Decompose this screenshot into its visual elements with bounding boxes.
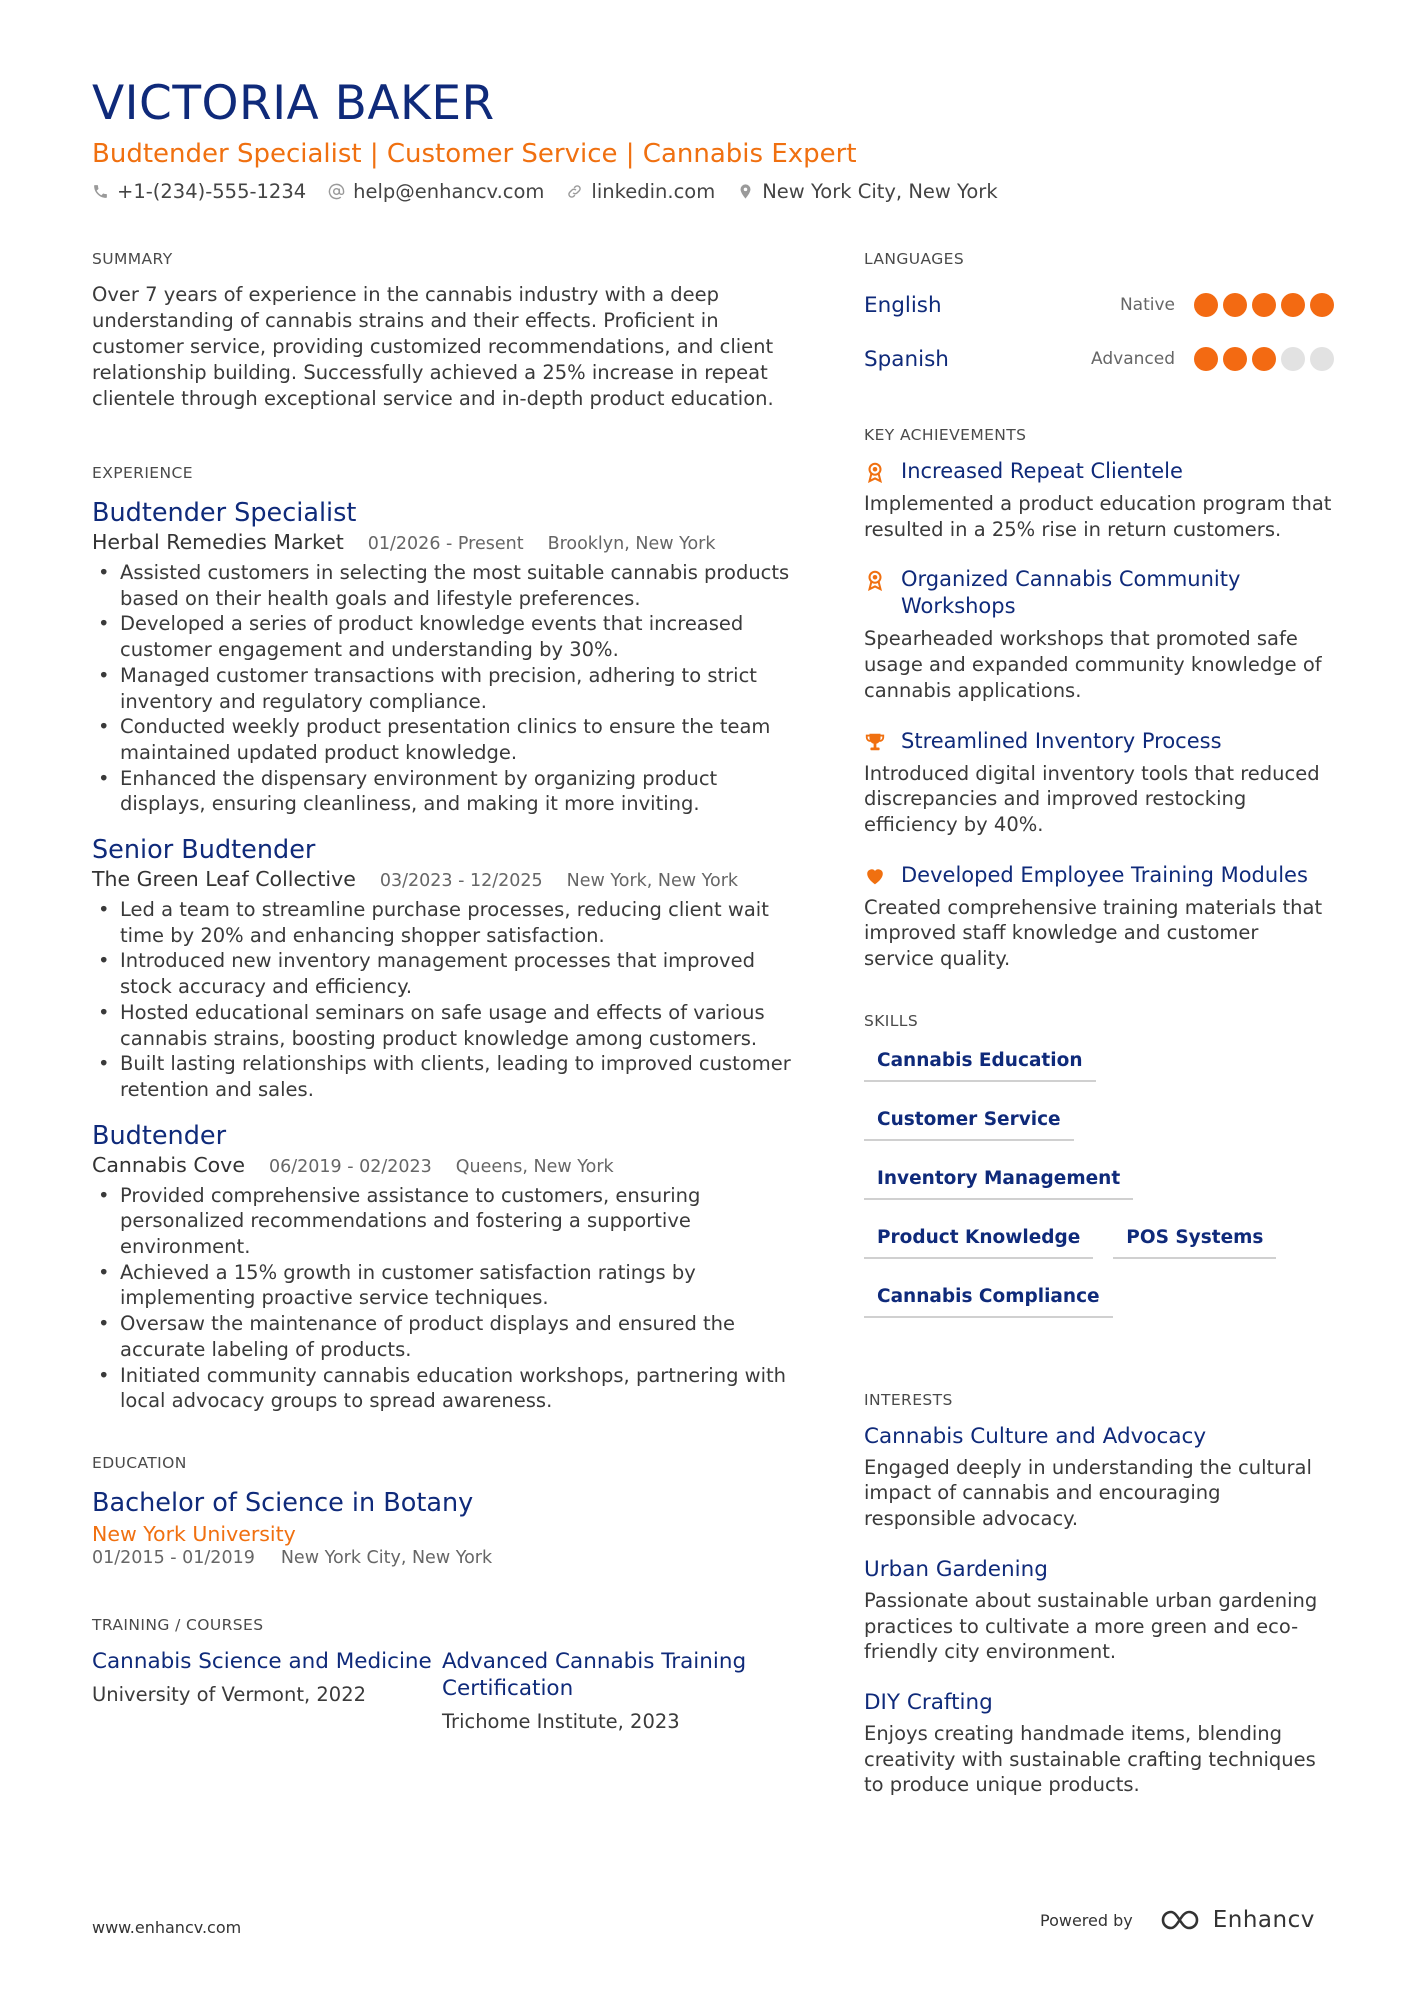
- award-ribbon-icon: [864, 461, 886, 483]
- job-company: Herbal Remedies Market: [92, 530, 344, 554]
- link-icon: [566, 183, 583, 200]
- skill-tag: Customer Service: [864, 1103, 1074, 1141]
- rating-dot-filled: [1223, 293, 1247, 317]
- phone-icon: [92, 183, 109, 200]
- achievement-desc: Created comprehensive training materials that improved staff knowledge and customer service quality.: [864, 895, 1323, 971]
- job-bullet: • Developed a series of product knowledge events that increased customer engagement and understanding by 30%.: [92, 611, 792, 662]
- rating-dot-filled: [1310, 293, 1334, 317]
- experience-section: [92, 464, 792, 1414]
- summary-text: Over 7 years of experience in the cannabis industry with a deep understanding of cannabis strains and their effects. Proficient in customer service, providing customized recommendations, and client relationship building. Successfully achieved a 25% increase in repeat clientele through exceptional service and in-depth product education.: [92, 283, 774, 410]
- job-bullet: • Initiated community cannabis education workshops, partnering with local advocacy groups to spread awareness.: [92, 1363, 792, 1414]
- course-list: [92, 1648, 792, 1733]
- achievement-head: [864, 862, 1334, 889]
- achievement-head: [864, 566, 1334, 620]
- job-dates: 06/2019 - 02/2023: [268, 1156, 432, 1177]
- course-title: Cannabis Science and Medicine: [92, 1648, 432, 1674]
- course-item: [92, 1648, 442, 1733]
- interest-item: [864, 1689, 1334, 1798]
- achievement-desc: Introduced digital inventory tools that reduced discrepancies and improved restocking efficiency by 40%.: [864, 761, 1320, 836]
- trophy-icon: [864, 731, 886, 753]
- achievements-section: [864, 426, 1334, 972]
- section-title-education: EDUCATION: [92, 1453, 187, 1472]
- achievement-head: [864, 458, 1334, 485]
- edu-dates: 01/2015 - 01/2019: [92, 1547, 255, 1568]
- section-title-achievements: KEY ACHIEVEMENTS: [864, 426, 1027, 444]
- powered-by-label: Powered by: [1040, 1910, 1133, 1930]
- linkedin-text: linkedin.com: [591, 180, 716, 203]
- phone-text: +1-(234)-555-1234: [117, 180, 307, 203]
- course-institution: Trichome Institute, 2023: [442, 1709, 680, 1733]
- contact-linkedin[interactable]: [566, 180, 715, 203]
- edu-meta: [92, 1548, 792, 1568]
- job-bullets: [92, 1183, 792, 1414]
- job-entry: [92, 833, 792, 1103]
- job-bullet: • Achieved a 15% growth in customer satisfaction ratings by implementing proactive service techniques.: [92, 1260, 792, 1311]
- job-bullet: • Oversaw the maintenance of product displays and ensured the accurate labeling of products.: [92, 1311, 792, 1362]
- training-section: [92, 1616, 792, 1733]
- email-text: help@enhancv.com: [353, 180, 545, 203]
- achievement-item: [864, 728, 1334, 838]
- language-row: [864, 278, 1334, 332]
- job-bullet: • Built lasting relationships with clients, leading to improved customer retention and sales.: [92, 1051, 792, 1102]
- interest-title: DIY Crafting: [864, 1689, 993, 1715]
- job-entry: [92, 496, 792, 817]
- heart-icon: [864, 865, 886, 887]
- contact-location: [737, 180, 997, 203]
- job-bullet: • Assisted customers in selecting the most suitable cannabis products based on their health goals and lifestyle preferences.: [92, 560, 792, 611]
- job-title: Budtender Specialist: [92, 498, 357, 528]
- rating-dot-filled: [1252, 293, 1276, 317]
- job-bullet: • Managed customer transactions with precision, adhering to strict inventory and regulatory compliance.: [92, 663, 792, 714]
- summary-section: [92, 250, 792, 412]
- job-title: Budtender: [92, 1120, 227, 1151]
- interest-title: Urban Gardening: [864, 1556, 1048, 1582]
- course-institution: University of Vermont, 2022: [92, 1682, 367, 1706]
- skill-tag: Inventory Management: [864, 1162, 1133, 1200]
- left-column: [92, 250, 792, 1733]
- job-bullet: • Hosted educational seminars on safe usage and effects of various cannabis strains, boosting product knowledge among customers.: [92, 1000, 792, 1051]
- rating-dot-empty: [1310, 347, 1334, 371]
- brand-name: Enhancv: [1212, 1907, 1315, 1933]
- job-location: Queens, New York: [455, 1156, 614, 1177]
- right-column: [864, 250, 1334, 1822]
- contact-email[interactable]: [328, 180, 544, 203]
- rating-dot-filled: [1194, 347, 1218, 371]
- skill-tag: Cannabis Education: [864, 1044, 1096, 1082]
- job-location: Brooklyn, New York: [547, 534, 716, 554]
- job-entry: [92, 1119, 792, 1414]
- edu-school: New York University: [92, 1521, 296, 1546]
- language-level: Native: [1119, 295, 1175, 315]
- rating-dot-filled: [1252, 347, 1276, 371]
- award-ribbon-icon: [864, 569, 886, 591]
- job-location: New York, New York: [566, 871, 739, 892]
- contact-phone[interactable]: [92, 180, 306, 203]
- language-rating: [1189, 293, 1334, 317]
- course-title: Advanced Cannabis Training Certification: [442, 1648, 747, 1701]
- contact-bar: [92, 180, 1020, 203]
- languages-section: [864, 278, 1334, 386]
- interest-item: [864, 1556, 1334, 1665]
- course-item: [442, 1648, 792, 1733]
- education-section: [92, 1454, 792, 1568]
- job-meta: [92, 1153, 792, 1177]
- section-title-training: TRAINING / COURSES: [92, 1615, 264, 1634]
- job-bullet: • Enhanced the dispensary environment by organizing product displays, ensuring cleanliness, and making it more inviting.: [92, 766, 792, 817]
- section-title-experience: EXPERIENCE: [92, 464, 193, 482]
- achievement-desc: Implemented a product education program that resulted in a 25% rise in return customers.: [864, 492, 1332, 541]
- job-bullet: • Conducted weekly product presentation clinics to ensure the team maintained updated product knowledge.: [92, 714, 792, 765]
- achievement-title: Streamlined Inventory Process: [901, 728, 1222, 753]
- location-pin-icon: [737, 183, 754, 200]
- enhancv-logo-icon: [1159, 1907, 1205, 1933]
- language-rating: [1189, 347, 1334, 371]
- rating-dot-filled: [1281, 293, 1305, 317]
- job-bullets: [92, 897, 792, 1103]
- language-level: Advanced: [1091, 349, 1175, 369]
- job-title: Senior Budtender: [92, 835, 316, 866]
- rating-dot-filled: [1194, 293, 1218, 317]
- interest-desc: Enjoys creating handmade items, blending creativity with sustainable crafting techniques to produce unique products.: [864, 1721, 1316, 1797]
- interest-desc: Passionate about sustainable urban gardening practices to cultivate a more green and eco-friendly city environment.: [864, 1588, 1318, 1664]
- edu-location: New York City, New York: [280, 1547, 493, 1568]
- rating-dot-filled: [1223, 347, 1247, 371]
- achievement-desc: Spearheaded workshops that promoted safe usage and expanded community knowledge of cannabis applications.: [864, 627, 1322, 702]
- achievement-head: [864, 728, 1334, 755]
- interest-item: [864, 1423, 1334, 1532]
- candidate-name: VICTORIA BAKER: [92, 76, 495, 131]
- footer-website[interactable]: www.enhancv.com: [92, 1918, 242, 1937]
- achievement-item: [864, 458, 1334, 542]
- section-title-summary: SUMMARY: [92, 250, 173, 268]
- interest-desc: Engaged deeply in understanding the cultural impact of cannabis and encouraging responsible advocacy.: [864, 1455, 1312, 1531]
- skill-tag: POS Systems: [1113, 1221, 1276, 1259]
- candidate-tagline: Budtender Specialist | Customer Service | Cannabis Expert: [92, 139, 857, 169]
- job-bullet: • Introduced new inventory management processes that improved stock accuracy and efficiency.: [92, 948, 792, 999]
- skill-tag: Cannabis Compliance: [864, 1280, 1113, 1318]
- achievement-item: [864, 862, 1334, 972]
- interests-section: [864, 1391, 1334, 1798]
- skill-tag: Product Knowledge: [864, 1221, 1093, 1259]
- achievement-title: Developed Employee Training Modules: [901, 862, 1308, 887]
- achievement-title: Increased Repeat Clientele: [901, 459, 1183, 483]
- brand-logo: [1159, 1907, 1315, 1933]
- interest-title: Cannabis Culture and Advocacy: [864, 1423, 1207, 1449]
- language-row: [864, 332, 1334, 386]
- job-bullet: • Led a team to streamline purchase processes, reducing client wait time by 20% and enhancing shopper satisfaction.: [92, 897, 792, 948]
- section-title-interests: INTERESTS: [864, 1390, 953, 1409]
- rating-dot-empty: [1281, 347, 1305, 371]
- edu-degree: Bachelor of Science in Botany: [92, 1487, 474, 1518]
- skill-list: [864, 1044, 1324, 1339]
- achievement-item: [864, 566, 1334, 703]
- footer-branding[interactable]: [1040, 1907, 1315, 1933]
- job-company: Cannabis Cove: [92, 1152, 245, 1177]
- section-title-skills: SKILLS: [864, 1011, 919, 1030]
- job-dates: 03/2023 - 12/2025: [379, 871, 543, 892]
- at-icon: [328, 183, 345, 200]
- job-bullets: [92, 560, 792, 817]
- job-meta: [92, 867, 792, 891]
- job-company: The Green Leaf Collective: [92, 867, 356, 892]
- job-meta: [92, 530, 792, 554]
- language-name: English: [864, 292, 942, 318]
- location-text: New York City, New York: [762, 180, 998, 203]
- job-dates: 01/2026 - Present: [367, 534, 524, 554]
- language-name: Spanish: [864, 346, 949, 372]
- job-bullet: • Provided comprehensive assistance to customers, ensuring personalized recommendations and fostering a supportive environment.: [92, 1183, 792, 1260]
- achievement-title: Organized Cannabis Community Workshops: [901, 567, 1241, 619]
- section-title-languages: LANGUAGES: [864, 250, 965, 268]
- skills-section: [864, 1012, 1334, 1339]
